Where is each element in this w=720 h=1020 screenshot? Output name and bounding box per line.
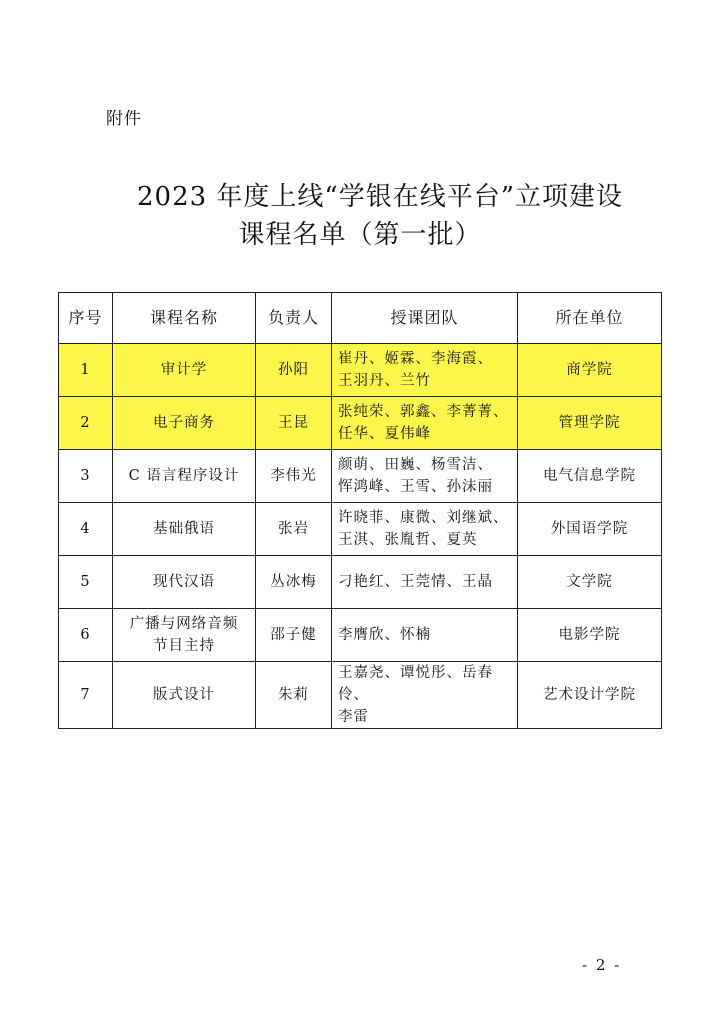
cell-course-name: 现代汉语 <box>113 556 256 609</box>
header-teaching-team: 授课团队 <box>332 293 518 344</box>
cell-teaching-team <box>332 450 518 503</box>
course-name-line: 广播与网络音频 <box>129 616 239 632</box>
cell-index: 6 <box>59 609 113 662</box>
cell-leader: 朱莉 <box>256 662 332 729</box>
cell-index: 5 <box>59 556 113 609</box>
team-line: 任华、夏伟峰 <box>338 426 431 442</box>
cell-unit: 电气信息学院 <box>518 450 662 503</box>
cell-course-name: 版式设计 <box>113 662 256 729</box>
table-row <box>59 556 662 609</box>
cell-index: 3 <box>59 450 113 503</box>
team-line: 李膺欣、怀楠 <box>338 627 431 643</box>
document-title-line1: 2023 年度上线“学银在线平台”立项建设 <box>136 182 624 212</box>
cell-unit: 管理学院 <box>518 397 662 450</box>
cell-course-name: C 语言程序设计 <box>113 450 256 503</box>
cell-leader: 张岩 <box>256 503 332 556</box>
table-row <box>59 450 662 503</box>
team-line: 颜萌、田巍、杨雪洁、 <box>338 457 493 473</box>
cell-leader: 王昆 <box>256 397 332 450</box>
team-line: 恽鸿峰、王雪、孙沫丽 <box>338 479 493 495</box>
cell-unit: 外国语学院 <box>518 503 662 556</box>
cell-teaching-team <box>332 397 518 450</box>
table-row <box>59 397 662 450</box>
table-row <box>59 344 662 397</box>
cell-teaching-team <box>332 344 518 397</box>
attachment-label: 附件 <box>106 109 142 129</box>
cell-leader: 孙阳 <box>256 344 332 397</box>
team-line: 王羽丹、兰竹 <box>338 373 431 389</box>
cell-teaching-team <box>332 503 518 556</box>
team-line: 许晓菲、康微、刘继斌、 <box>338 510 509 526</box>
cell-leader: 丛冰梅 <box>256 556 332 609</box>
cell-index: 7 <box>59 662 113 729</box>
document-title-line2: 课程名单（第一批） <box>238 220 482 250</box>
team-line: 李雷 <box>338 709 369 725</box>
table-header-row <box>59 293 662 344</box>
course-roster-table <box>58 292 662 729</box>
course-name-line: 节目主持 <box>153 638 215 654</box>
header-unit: 所在单位 <box>518 293 662 344</box>
cell-teaching-team <box>332 556 518 609</box>
cell-index: 4 <box>59 503 113 556</box>
header-index: 序号 <box>59 293 113 344</box>
cell-unit: 文学院 <box>518 556 662 609</box>
cell-teaching-team <box>332 609 518 662</box>
table-row <box>59 609 662 662</box>
header-course-name: 课程名称 <box>113 293 256 344</box>
cell-leader: 邵子健 <box>256 609 332 662</box>
team-line: 崔丹、姬霖、李海霞、 <box>338 351 493 367</box>
cell-index: 1 <box>59 344 113 397</box>
cell-course-name: 电子商务 <box>113 397 256 450</box>
page-number: - 2 - <box>582 956 622 974</box>
cell-leader: 李伟光 <box>256 450 332 503</box>
team-line: 王淇、张胤哲、夏英 <box>338 532 478 548</box>
team-line: 王嘉尧、谭悦彤、岳春伶、 <box>338 665 493 703</box>
cell-course-name: 基础俄语 <box>113 503 256 556</box>
cell-teaching-team <box>332 662 518 729</box>
team-line: 张纯荣、郭鑫、李菁菁、 <box>338 404 509 420</box>
cell-course-name: 审计学 <box>113 344 256 397</box>
table-row <box>59 662 662 729</box>
header-leader: 负责人 <box>256 293 332 344</box>
cell-unit: 艺术设计学院 <box>518 662 662 729</box>
table-row <box>59 503 662 556</box>
cell-course-name <box>113 609 256 662</box>
team-line: 刁艳红、王莞情、王晶 <box>338 574 493 590</box>
cell-unit: 电影学院 <box>518 609 662 662</box>
cell-index: 2 <box>59 397 113 450</box>
cell-unit: 商学院 <box>518 344 662 397</box>
